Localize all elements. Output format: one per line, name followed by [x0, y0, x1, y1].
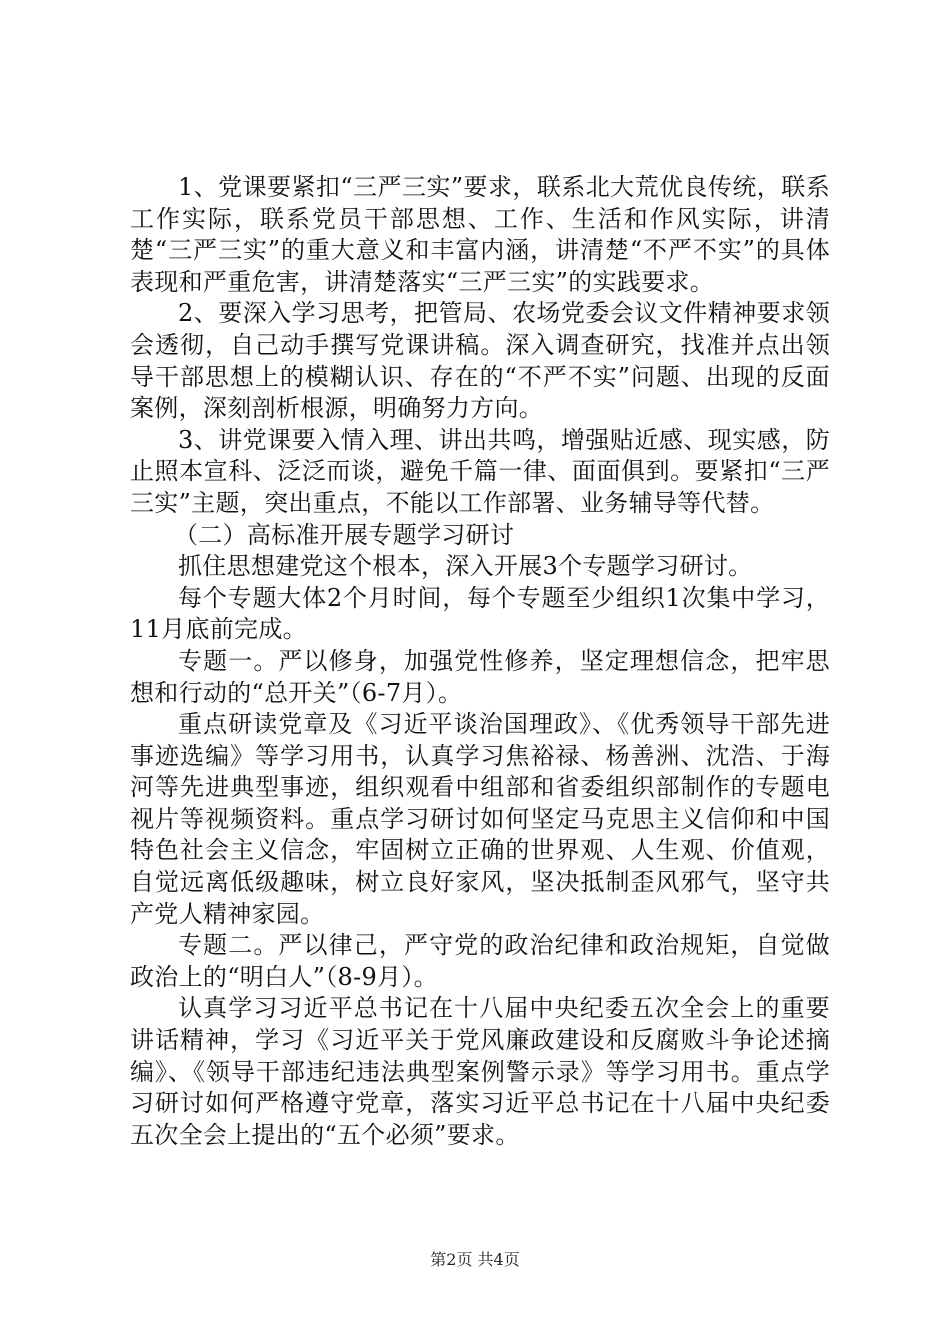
paragraph-study-and-research: 2、要深入学习思考，把管局、农场党委会议文件精神要求领会透彻，自己动手撰写党课讲稿。深入调查研究，找准并点出领导干部思想上的模糊认识、存在的“不严不实”问题、出现的反面案例，深刻剖析根源，明确努力方向。 [130, 299, 830, 423]
paragraph-party-lecture-requirements: 1、党课要紧扣“三严三实”要求，联系北大荒优良传统，联系工作实际，联系党员干部思想、工作、生活和作风实际，讲清楚“三严三实”的重大意义和丰富内涵，讲清楚“不严不实”的具体表现和严重危害，讲清楚落实“三严三实”的实践要求。 [130, 173, 830, 296]
paragraph-topic-one: 专题一。严以修身，加强党性修养，坚定理想信念，把牢思想和行动的“总开关”（6-7月）。 [130, 646, 830, 707]
page-number-footer: 第2页 共4页 [430, 1250, 520, 1269]
paragraph-topic-one-details: 重点研读党章及《习近平谈治国理政》、《优秀领导干部先进事迹选编》等学习用书，认真学习焦裕禄、杨善洲、沈浩、于海河等先进典型事迹，组织观看中组部和省委组织部制作的专题电视片等视频资料。重点学习研讨如何坚定马克思主义信仰和中国特色社会主义信念，牢固树立正确的世界观、人生观、价值观，自觉远离低级趣味，树立良好家风，坚决抵制歪风邪气，坚守共产党人精神家园。 [130, 710, 830, 928]
paragraph-topic-schedule: 每个专题大体2个月时间，每个专题至少组织1次集中学习，11月底前完成。 [130, 583, 830, 644]
paragraph-topic-two: 专题二。严以律己，严守党的政治纪律和政治规矩，自觉做政治上的“明白人”（8-9月）。 [130, 931, 830, 991]
paragraph-lecture-style: 3、讲党课要入情入理、讲出共鸣，增强贴近感、现实感，防止照本宣科、泛泛而谈，避免千篇一律、面面俱到。要紧扣“三严三实”主题，突出重点，不能以工作部署、业务辅导等代替。 [130, 425, 830, 517]
paragraph-topic-two-details: 认真学习习近平总书记在十八届中央纪委五次全会上的重要讲话精神，学习《习近平关于党风廉政建设和反腐败斗争论述摘编》、《领导干部违纪违法典型案例警示录》等学习用书。重点学习研讨如何严格遵守党章，落实习近平总书记在十八届中央纪委五次全会上提出的“五个必须”要求。 [130, 994, 830, 1149]
document-body [130, 172, 830, 1151]
paragraph-three-topics: 抓住思想建党这个根本，深入开展3个专题学习研讨。 [178, 552, 753, 581]
section-heading-study-seminars: （二）高标准开展专题学习研讨 [174, 520, 515, 549]
